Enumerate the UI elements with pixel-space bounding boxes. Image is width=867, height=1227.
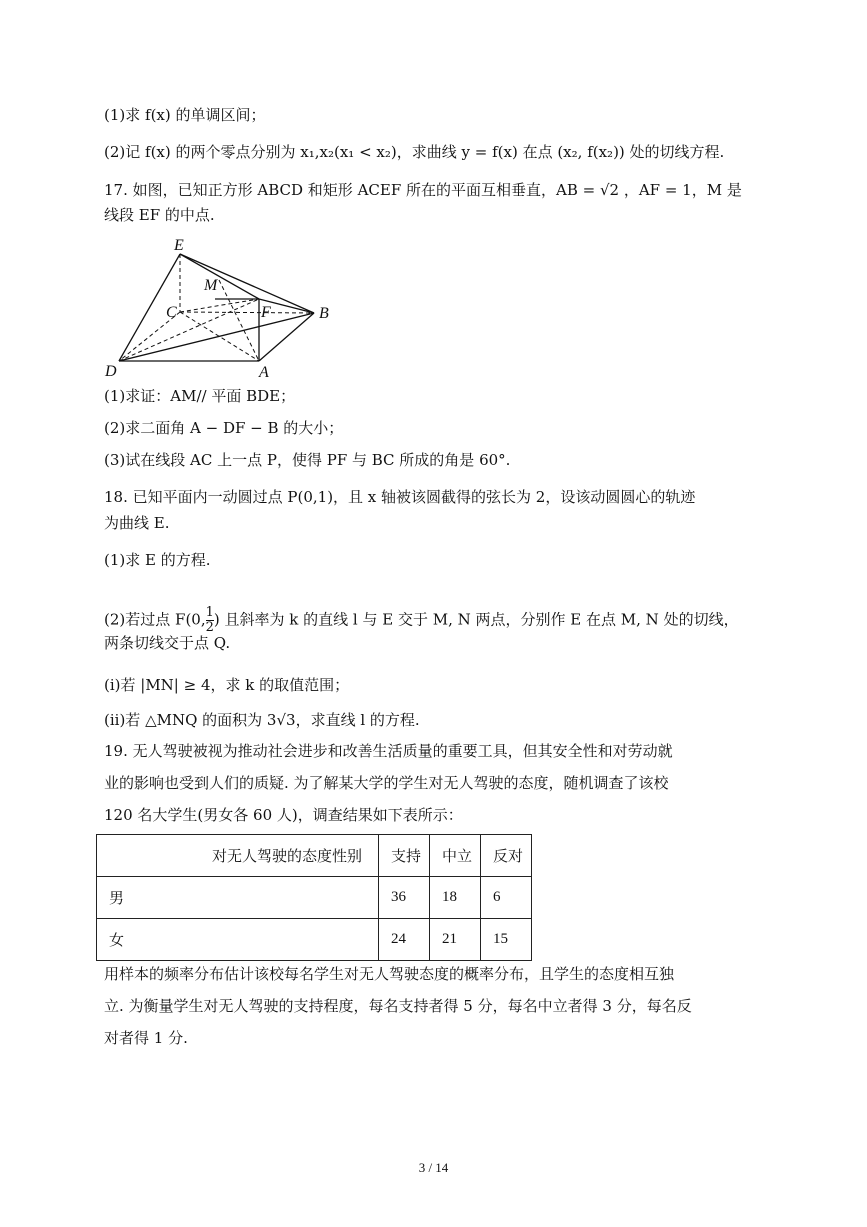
table-cell: 18 bbox=[430, 877, 481, 919]
fraction-denominator: 2 bbox=[205, 620, 214, 635]
q19-stem-cont1: 业的影响也受到人们的质疑. 为了解某大学的学生对无人驾驶的态度，随机调查了该校 bbox=[104, 774, 669, 792]
q18-stem: 18. 已知平面内一动圆过点 P(0,1)，且 x 轴被该圆截得的弦长为 2，设该动圆圆心的轨迹 bbox=[104, 488, 696, 506]
q19-after-table3: 对者得 1 分. bbox=[104, 1029, 188, 1047]
q18-part2-post: 且斜率为 k 的直线 l 与 E 交于 M, N 两点，分别作 E 在点 M, N 处的切线， bbox=[224, 610, 739, 629]
table-cell: 24 bbox=[379, 919, 430, 961]
geometry-figure bbox=[100, 236, 350, 380]
label-C: C bbox=[166, 304, 177, 321]
q17-part2: (2)求二面角 A − DF − B 的大小； bbox=[104, 419, 344, 437]
q17-stem: 17. 如图，已知正方形 ABCD 和矩形 ACEF 所在的平面互相垂直，AB = √2 ，AF = 1，M 是 bbox=[104, 181, 742, 199]
q18-part1: (1)求 E 的方程. bbox=[104, 551, 211, 569]
fraction-numerator: 1 bbox=[205, 605, 214, 620]
edge-EF bbox=[180, 254, 259, 299]
q18-part2-pre: (2)若过点 F bbox=[104, 610, 186, 629]
edge-MA bbox=[219, 280, 259, 361]
edge-DF bbox=[119, 299, 259, 361]
q19-stem-cont2: 120 名大学生(男女各 60 人)，调查结果如下表所示： bbox=[104, 806, 463, 824]
q18-sub-ii: (ii)若 △MNQ 的面积为 3√3，求直线 l 的方程. bbox=[104, 711, 420, 729]
q18-part2 bbox=[104, 606, 739, 635]
q19-after-table1: 用样本的频率分布估计该校每名学生对无人驾驶态度的概率分布，且学生的态度相互独 bbox=[104, 965, 675, 983]
label-A: A bbox=[259, 364, 269, 380]
fraction-one-half bbox=[206, 606, 214, 635]
survey-table bbox=[96, 834, 532, 961]
table-cell: 15 bbox=[481, 919, 532, 961]
edge-CF bbox=[180, 299, 259, 312]
table-header-cell: 支持 bbox=[379, 835, 430, 877]
q18-sub-i: (i)若 |MN| ≥ 4，求 k 的取值范围； bbox=[104, 676, 350, 694]
q17-stem-cont: 线段 EF 的中点. bbox=[104, 206, 215, 224]
table-cell: 男 bbox=[97, 877, 379, 919]
table-row bbox=[97, 919, 532, 961]
q16-part2: (2)记 f(x) 的两个零点分别为 x₁,x₂(x₁ < x₂)，求曲线 y = f(x) 在点 (x₂, f(x₂)) 处的切线方程. bbox=[104, 143, 725, 161]
table-row bbox=[97, 877, 532, 919]
table-cell: 36 bbox=[379, 877, 430, 919]
table-cell: 6 bbox=[481, 877, 532, 919]
label-D: D bbox=[105, 363, 117, 380]
label-F: F bbox=[261, 304, 271, 321]
q18-stem-cont: 为曲线 E. bbox=[104, 514, 170, 532]
q18-point-f-close: ) bbox=[213, 610, 220, 629]
table-header-cell: 中立 bbox=[430, 835, 481, 877]
q17-part1: (1)求证：AM// 平面 BDE； bbox=[104, 387, 296, 405]
table-header-cell: 对无人驾驶的态度性别 bbox=[97, 835, 379, 877]
label-M: M bbox=[204, 277, 218, 294]
table-cell: 21 bbox=[430, 919, 481, 961]
label-B: B bbox=[319, 305, 329, 322]
edge-CB bbox=[180, 312, 314, 313]
q18-point-f-open: (0, bbox=[185, 610, 206, 629]
page-number: 3 / 14 bbox=[418, 1160, 449, 1175]
table-header-row bbox=[97, 835, 532, 877]
q19-stem: 19. 无人驾驶被视为推动社会进步和改善生活质量的重要工具，但其安全性和对劳动就 bbox=[104, 742, 673, 760]
edge-DB bbox=[119, 313, 314, 361]
table-cell: 女 bbox=[97, 919, 379, 961]
q19-after-table2: 立. 为衡量学生对无人驾驶的支持程度，每名支持者得 5 分，每名中立者得 3 分，每名反 bbox=[104, 997, 692, 1015]
q17-part3: (3)试在线段 AC 上一点 P，使得 PF 与 BC 所成的角是 60°. bbox=[104, 451, 511, 469]
q18-part2-cont: 两条切线交于点 Q. bbox=[104, 634, 231, 652]
table-header-cell: 反对 bbox=[481, 835, 532, 877]
q16-part1: (1)求 f(x) 的单调区间； bbox=[104, 106, 266, 124]
label-E: E bbox=[174, 237, 184, 254]
